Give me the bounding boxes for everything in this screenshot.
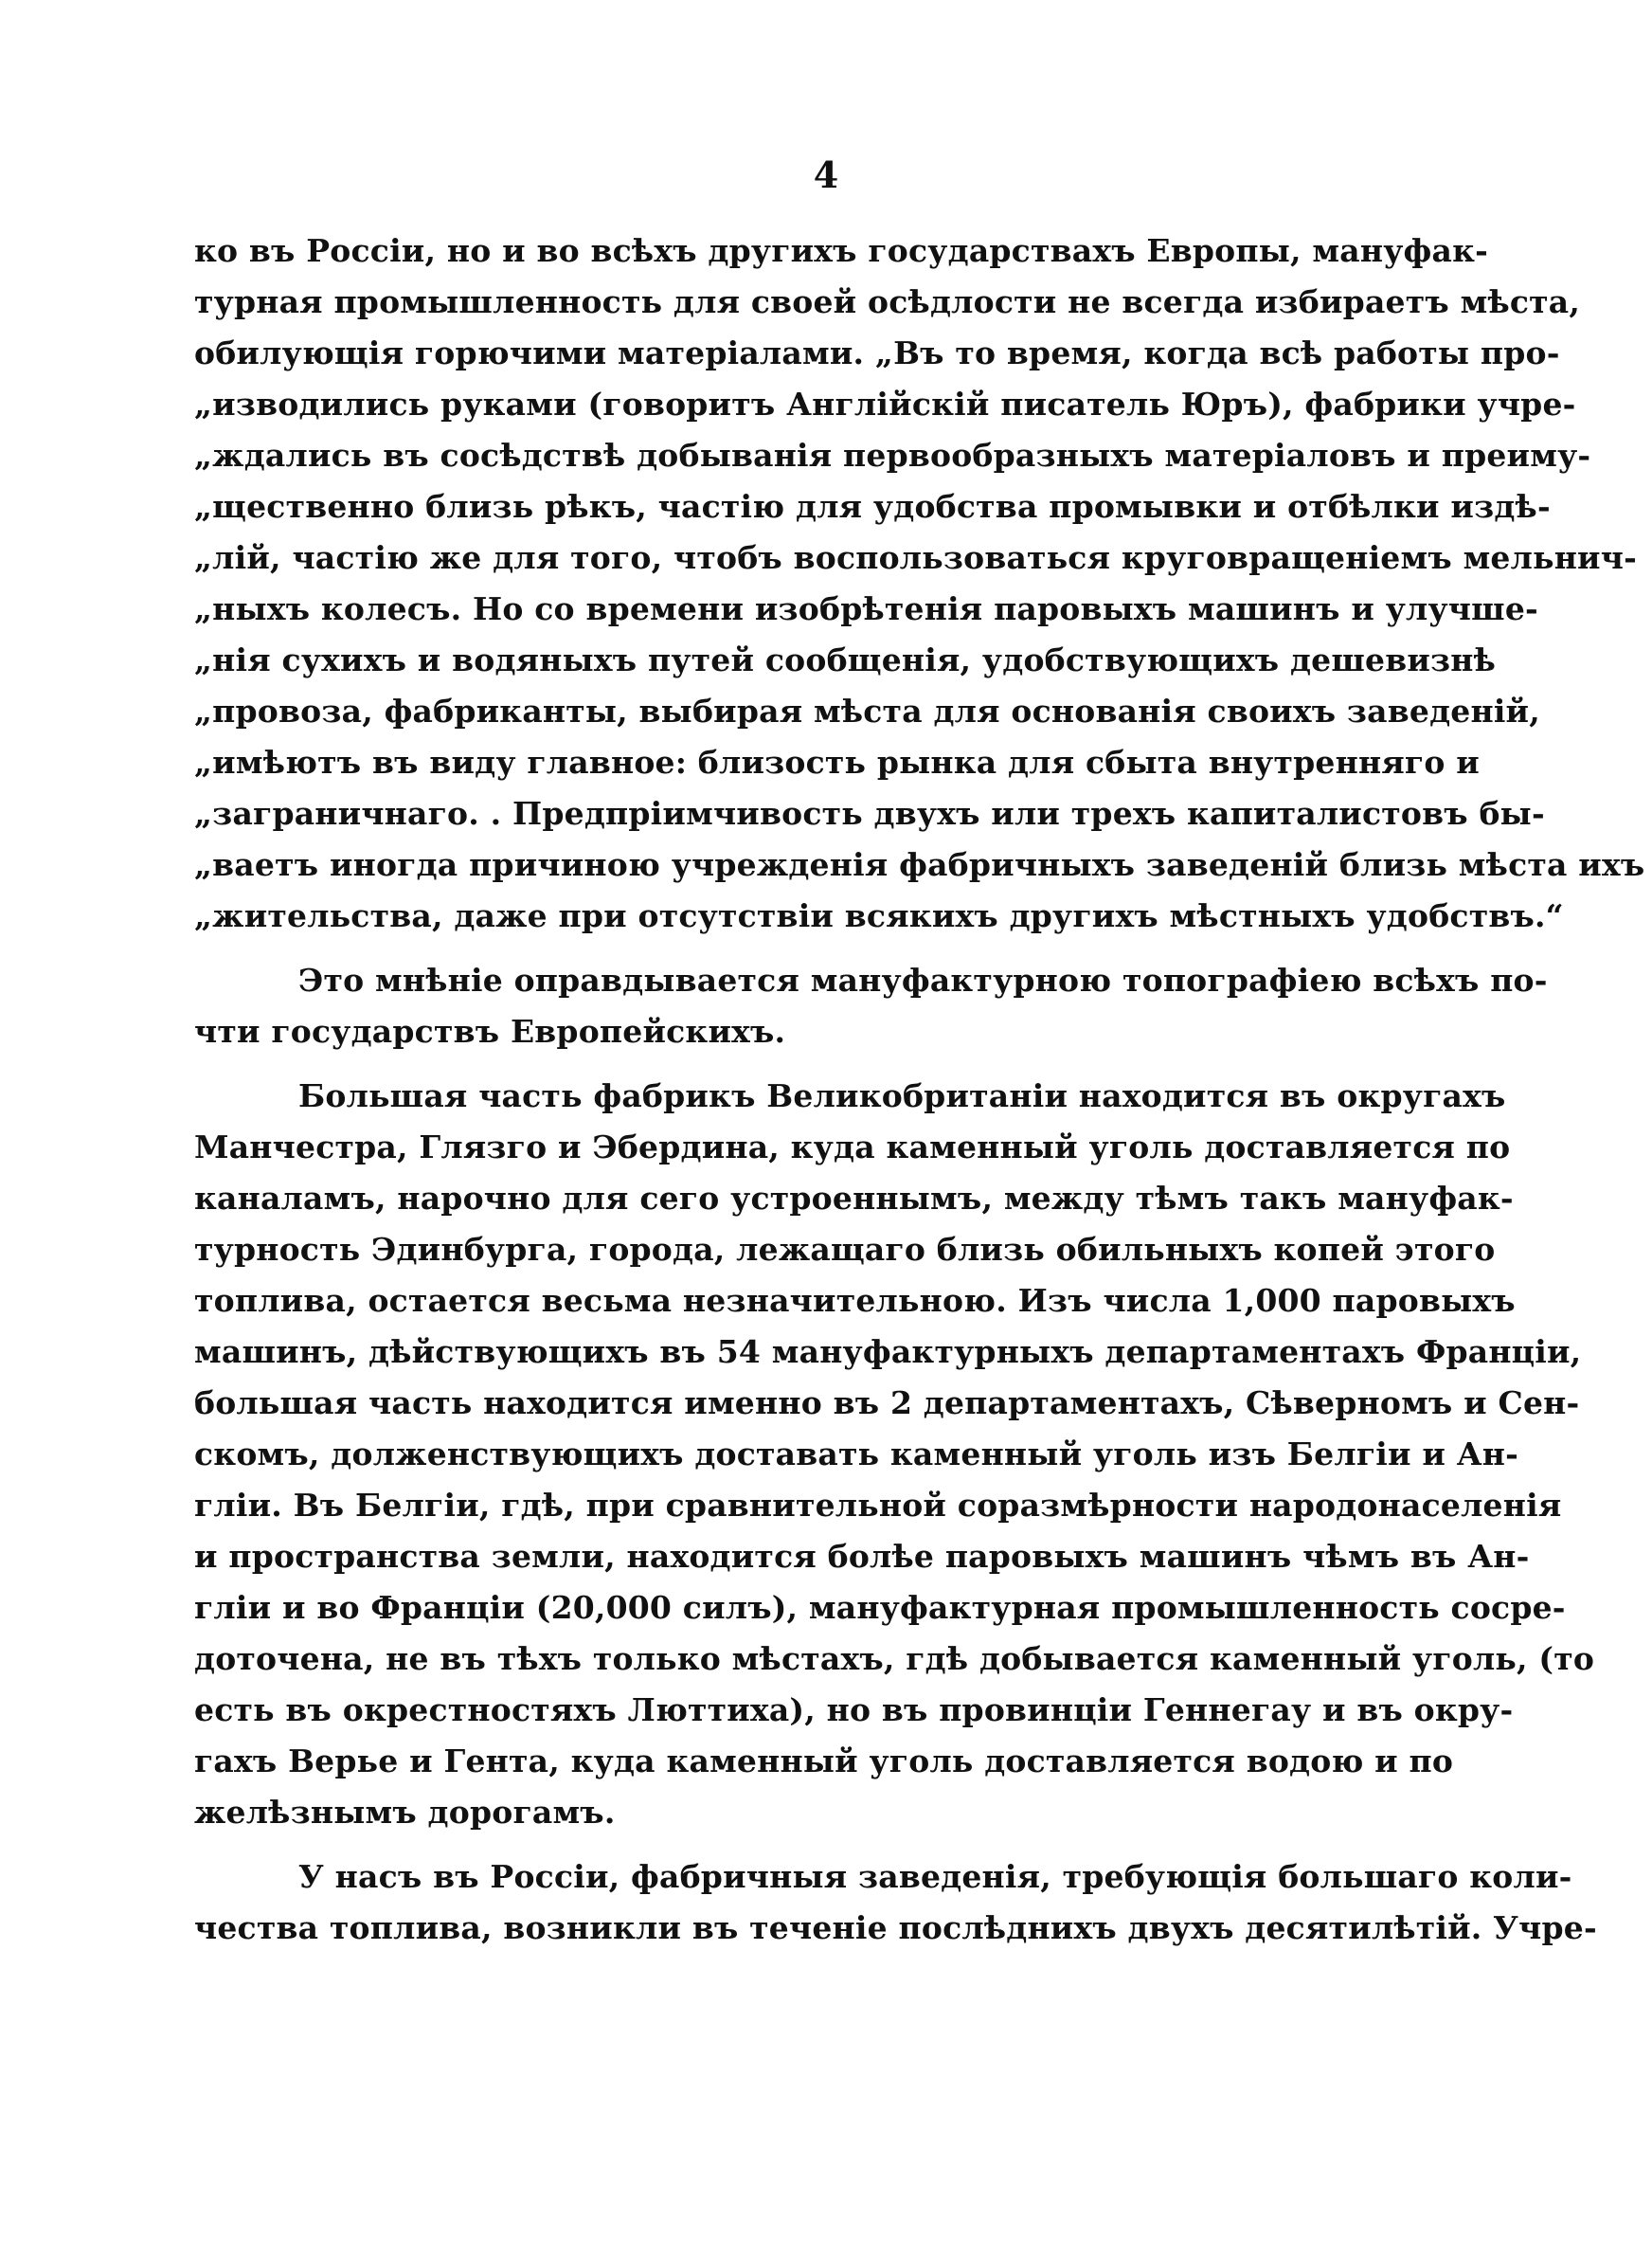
text-line: „ныхъ колесъ. Но со времени изобрѣтенія паровыхъ машинъ и улучше- bbox=[194, 590, 1538, 627]
text-line: „ваетъ иногда причиною учрежденія фабричныхъ заведеній близь мѣста ихъ bbox=[194, 846, 1645, 883]
text-line: У насъ въ Россіи, фабричныя заведенія, требующія большаго коли- bbox=[298, 1858, 1572, 1895]
text-line: „ждались въ сосѣдствѣ добыванія первообразныхъ матеріаловъ и преиму- bbox=[194, 437, 1591, 474]
text-line: и пространства земли, находится болѣе паровыхъ машинъ чѣмъ въ Ан- bbox=[194, 1538, 1530, 1575]
text-line: обилующія горючими матеріалами. „Въ то время, когда всѣ работы про- bbox=[194, 334, 1560, 371]
text-line: ко въ Россіи, но и во всѣхъ другихъ государствахъ Европы, мануфак- bbox=[194, 232, 1488, 269]
text-line: „заграничнаго. . Предпріимчивость двухъ или трехъ капиталистовъ бы- bbox=[194, 795, 1545, 832]
paragraph bbox=[194, 955, 1548, 1057]
paragraph bbox=[194, 1071, 1595, 1838]
paragraph bbox=[194, 226, 1645, 942]
text-line: „нія сухихъ и водяныхъ путей сообщенія, удобствующихъ дешевизнѣ bbox=[194, 641, 1497, 678]
text-line: „щественно близь рѣкъ, частію для удобства промывки и отбѣлки издѣ- bbox=[194, 488, 1551, 525]
text-line: Манчестра, Глязго и Эбердина, куда каменный уголь доставляется по bbox=[194, 1128, 1511, 1165]
paragraph bbox=[194, 1851, 1597, 1954]
text-line: каналамъ, нарочно для сего устроеннымъ, между тѣмъ такъ мануфак- bbox=[194, 1180, 1514, 1217]
text-line: гліи и во Франціи (20,000 силъ), мануфактурная промышленность сосре- bbox=[194, 1589, 1566, 1626]
text-line: желѣзнымъ дорогамъ. bbox=[194, 1794, 616, 1831]
text-line: гахъ Верье и Гента, куда каменный уголь доставляется водою и по bbox=[194, 1742, 1454, 1779]
text-line: чти государствъ Европейскихъ. bbox=[194, 1013, 786, 1050]
text-line: доточена, не въ тѣхъ только мѣстахъ, гдѣ добывается каменный уголь, (то bbox=[194, 1640, 1595, 1677]
text-line: „изводились руками (говоритъ Англійскій писатель Юръ), фабрики учре- bbox=[194, 386, 1576, 423]
text-line: „провоза, фабриканты, выбирая мѣста для основанія своихъ заведеній, bbox=[194, 693, 1540, 730]
text-line: машинъ, дѣйствующихъ въ 54 мануфактурныхъ департаментахъ Франціи, bbox=[194, 1333, 1582, 1370]
text-line: есть въ окрестностяхъ Люттиха), но въ провинціи Геннегау и въ окру- bbox=[194, 1691, 1514, 1728]
text-line: гліи. Въ Белгіи, гдѣ, при сравнительной соразмѣрности народонаселенія bbox=[194, 1487, 1562, 1524]
text-line: „лій, частію же для того, чтобъ воспользоваться круговращеніемъ мельнич- bbox=[194, 539, 1637, 576]
text-line: Большая часть фабрикъ Великобританіи находится въ округахъ bbox=[298, 1077, 1506, 1114]
page-number: 4 bbox=[813, 153, 839, 196]
text-line: большая часть находится именно въ 2 департаментахъ, Сѣверномъ и Сен- bbox=[194, 1384, 1580, 1421]
text-line: „жительства, даже при отсутствіи всякихъ другихъ мѣстныхъ удобствъ.“ bbox=[194, 897, 1564, 934]
text-line: турная промышленность для своей осѣдлости не всегда избираетъ мѣста, bbox=[194, 283, 1581, 320]
text-line: Это мнѣніе оправдывается мануфактурною топографіею всѣхъ по- bbox=[298, 962, 1548, 999]
text-line: чества топлива, возникли въ теченіе послѣднихъ двухъ десятилѣтій. Учре- bbox=[194, 1909, 1597, 1946]
text-line: топлива, остается весьма незначительною. Изъ числа 1,000 паровыхъ bbox=[194, 1282, 1516, 1319]
body-text bbox=[194, 226, 1645, 1954]
text-line: скомъ, долженствующихъ доставать каменный уголь изъ Белгіи и Ан- bbox=[194, 1435, 1519, 1472]
text-line: „имѣютъ въ виду главное: близость рынка для сбыта внутренняго и bbox=[194, 744, 1480, 781]
text-line: турность Эдинбурга, города, лежащаго близь обильныхъ копей этого bbox=[194, 1231, 1496, 1268]
